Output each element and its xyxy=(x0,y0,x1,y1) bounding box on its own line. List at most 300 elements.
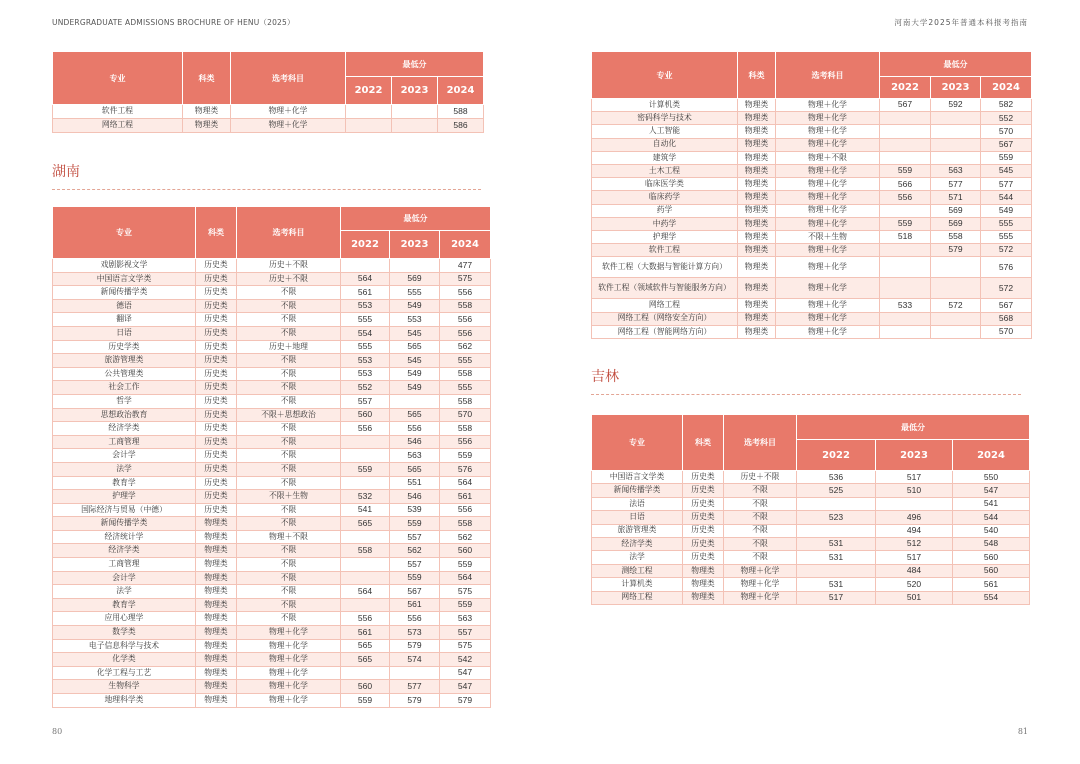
cell-score-2023 xyxy=(931,138,981,151)
table-row xyxy=(592,299,1032,312)
cell-score-2023: 512 xyxy=(876,537,953,550)
cell-score-2023: 572 xyxy=(931,299,981,312)
cell-subjects: 物理＋化学 xyxy=(237,666,341,680)
cell-category: 物理类 xyxy=(196,530,237,544)
cell-score-2023: 549 xyxy=(390,381,440,395)
table-row xyxy=(592,497,1030,510)
cell-score-2023: 545 xyxy=(390,326,440,340)
cell-score-2024: 560 xyxy=(953,551,1030,564)
cell-major: 化学类 xyxy=(53,653,196,667)
cell-major: 旅游管理类 xyxy=(592,524,683,537)
cell-subjects: 物理＋化学 xyxy=(776,257,880,278)
cell-major: 公共管理类 xyxy=(53,367,196,381)
table-row xyxy=(592,325,1032,338)
cell-score-2024: 559 xyxy=(440,449,491,463)
cell-major: 中药学 xyxy=(592,217,738,230)
page-header-right: 河南大学2025年普通本科报考指南 xyxy=(894,18,1028,27)
cell-subjects: 物理＋化学 xyxy=(237,680,341,694)
cell-subjects: 历史＋不限 xyxy=(237,259,341,273)
cell-major: 药学 xyxy=(592,204,738,217)
cell-category: 物理类 xyxy=(738,99,776,112)
cell-score-2022 xyxy=(346,105,392,119)
cell-score-2023: 559 xyxy=(390,517,440,531)
table-row xyxy=(592,511,1030,524)
table-row xyxy=(53,598,491,612)
cell-score-2023 xyxy=(931,151,981,164)
table-row xyxy=(53,612,491,626)
cell-score-2022: 553 xyxy=(341,299,390,313)
cell-subjects: 物理＋不限 xyxy=(237,530,341,544)
cell-subjects: 不限 xyxy=(237,299,341,313)
cell-major: 日语 xyxy=(53,326,196,340)
cell-category: 历史类 xyxy=(196,462,237,476)
table-row xyxy=(53,313,491,327)
cell-subjects: 物理＋化学 xyxy=(724,591,797,604)
cell-score-2024: 568 xyxy=(981,312,1032,325)
cell-subjects: 不限 xyxy=(724,497,797,510)
header-row xyxy=(53,52,484,77)
cell-category: 物理类 xyxy=(683,564,724,577)
cell-score-2024: 555 xyxy=(981,230,1032,243)
cell-major: 经济统计学 xyxy=(53,530,196,544)
cell-major: 经济学类 xyxy=(53,544,196,558)
cell-subjects: 物理＋化学 xyxy=(776,244,880,257)
cell-score-2022: 556 xyxy=(341,422,390,436)
cell-score-2022 xyxy=(797,564,876,577)
cell-score-2023 xyxy=(390,394,440,408)
cell-major: 旅游管理类 xyxy=(53,354,196,368)
cell-score-2023: 569 xyxy=(931,204,981,217)
cell-major: 法语 xyxy=(592,497,683,510)
header-year: 2022 xyxy=(346,77,392,105)
cell-category: 物理类 xyxy=(738,138,776,151)
cell-score-2024: 549 xyxy=(981,204,1032,217)
cell-category: 物理类 xyxy=(738,204,776,217)
cell-category: 历史类 xyxy=(196,394,237,408)
cell-score-2024: 558 xyxy=(440,517,491,531)
cell-subjects: 不限 xyxy=(237,449,341,463)
cell-category: 物理类 xyxy=(196,680,237,694)
cell-score-2022: 553 xyxy=(341,367,390,381)
cell-score-2023: 553 xyxy=(390,313,440,327)
cell-score-2022: 564 xyxy=(341,272,390,286)
cell-score-2024: 559 xyxy=(440,598,491,612)
cell-score-2022 xyxy=(346,119,392,133)
cell-score-2022: 565 xyxy=(341,639,390,653)
cell-subjects: 物理＋化学 xyxy=(776,312,880,325)
cell-score-2024: 576 xyxy=(440,462,491,476)
table-row xyxy=(53,666,491,680)
cell-score-2023: 517 xyxy=(876,551,953,564)
header-category: 科类 xyxy=(683,415,724,471)
cell-score-2024: 558 xyxy=(440,299,491,313)
header-year: 2022 xyxy=(341,231,390,259)
cell-score-2024: 541 xyxy=(953,497,1030,510)
table-row xyxy=(592,244,1032,257)
cell-category: 物理类 xyxy=(196,558,237,572)
cell-major: 测绘工程 xyxy=(592,564,683,577)
cell-score-2024: 564 xyxy=(440,571,491,585)
cell-major: 经济学类 xyxy=(592,537,683,550)
cell-major: 德语 xyxy=(53,299,196,313)
header-major: 专业 xyxy=(592,415,683,471)
cell-score-2024: 560 xyxy=(953,564,1030,577)
table-row xyxy=(53,585,491,599)
table-row xyxy=(53,476,491,490)
cell-score-2022: 559 xyxy=(341,462,390,476)
header-category: 科类 xyxy=(738,52,776,99)
cell-score-2024: 577 xyxy=(981,178,1032,191)
header-min-score: 最低分 xyxy=(797,415,1030,440)
cell-score-2022: 559 xyxy=(341,694,390,708)
cell-subjects: 不限 xyxy=(237,612,341,626)
cell-category: 物理类 xyxy=(738,217,776,230)
cell-major: 工商管理 xyxy=(53,435,196,449)
header-year: 2024 xyxy=(440,231,491,259)
cell-category: 历史类 xyxy=(683,484,724,497)
cell-major: 临床医学类 xyxy=(592,178,738,191)
cell-category: 物理类 xyxy=(196,517,237,531)
header-category: 科类 xyxy=(196,207,237,259)
table-row xyxy=(53,544,491,558)
header-min-score: 最低分 xyxy=(341,207,491,231)
cell-score-2024: 564 xyxy=(440,476,491,490)
cell-score-2023: 496 xyxy=(876,511,953,524)
cell-subjects: 物理＋化学 xyxy=(776,138,880,151)
header-year: 2024 xyxy=(953,440,1030,471)
table-row xyxy=(592,217,1032,230)
cell-score-2022: 541 xyxy=(341,503,390,517)
cell-major: 建筑学 xyxy=(592,151,738,164)
cell-major: 工商管理 xyxy=(53,558,196,572)
table-row xyxy=(53,394,491,408)
cell-score-2022: 558 xyxy=(341,544,390,558)
cell-major: 人工智能 xyxy=(592,125,738,138)
cell-subjects: 物理＋化学 xyxy=(776,325,880,338)
cell-score-2023: 563 xyxy=(390,449,440,463)
table-row xyxy=(592,484,1030,497)
table-row xyxy=(53,449,491,463)
cell-subjects: 不限 xyxy=(237,517,341,531)
cell-major: 网络工程 xyxy=(592,591,683,604)
cell-category: 物理类 xyxy=(738,178,776,191)
cell-category: 物理类 xyxy=(738,230,776,243)
cell-category: 物理类 xyxy=(738,151,776,164)
cell-score-2023 xyxy=(931,312,981,325)
cell-score-2024: 582 xyxy=(981,99,1032,112)
cell-score-2022 xyxy=(880,257,931,278)
cell-score-2023: 558 xyxy=(931,230,981,243)
cell-score-2023: 484 xyxy=(876,564,953,577)
cell-score-2022: 554 xyxy=(341,326,390,340)
cell-score-2023: 501 xyxy=(876,591,953,604)
cell-score-2023: 494 xyxy=(876,524,953,537)
cell-score-2022: 555 xyxy=(341,313,390,327)
cell-score-2024: 557 xyxy=(440,626,491,640)
table-row xyxy=(592,230,1032,243)
cell-score-2023: 579 xyxy=(931,244,981,257)
table-row xyxy=(592,537,1030,550)
table-row xyxy=(592,125,1032,138)
cell-score-2022: 553 xyxy=(341,354,390,368)
cell-subjects: 物理＋化学 xyxy=(776,191,880,204)
cell-category: 历史类 xyxy=(196,313,237,327)
table-row xyxy=(53,680,491,694)
cell-subjects: 物理＋化学 xyxy=(776,164,880,177)
cell-score-2023: 556 xyxy=(390,612,440,626)
cell-score-2023: 577 xyxy=(390,680,440,694)
header-min-score: 最低分 xyxy=(346,52,484,77)
cell-score-2024: 558 xyxy=(440,394,491,408)
cell-score-2024: 575 xyxy=(440,585,491,599)
cell-subjects: 历史＋地理 xyxy=(237,340,341,354)
cell-category: 物理类 xyxy=(738,312,776,325)
cell-score-2024: 547 xyxy=(953,484,1030,497)
header-category: 科类 xyxy=(183,52,231,105)
table-row xyxy=(592,564,1030,577)
cell-major: 网络工程 xyxy=(53,119,183,133)
cell-score-2023: 565 xyxy=(390,462,440,476)
section-divider-hunan xyxy=(52,189,481,190)
cell-score-2024: 555 xyxy=(440,381,491,395)
table-row xyxy=(592,178,1032,191)
cell-major: 戏剧影视文学 xyxy=(53,259,196,273)
cell-subjects: 不限 xyxy=(237,544,341,558)
table-row xyxy=(53,105,484,119)
cell-score-2022 xyxy=(341,435,390,449)
cell-score-2023: 545 xyxy=(390,354,440,368)
cell-score-2024: 540 xyxy=(953,524,1030,537)
cell-score-2022: 536 xyxy=(797,471,876,484)
cell-subjects: 不限 xyxy=(237,313,341,327)
cell-major: 自动化 xyxy=(592,138,738,151)
table-row xyxy=(592,578,1030,591)
cell-score-2024: 570 xyxy=(981,325,1032,338)
cell-category: 物理类 xyxy=(738,257,776,278)
cell-subjects: 物理＋化学 xyxy=(776,125,880,138)
score-table-continued-left xyxy=(52,51,484,133)
cell-category: 物理类 xyxy=(183,119,231,133)
cell-score-2022: 561 xyxy=(341,626,390,640)
cell-subjects: 物理＋化学 xyxy=(231,119,346,133)
table-row xyxy=(53,653,491,667)
cell-category: 历史类 xyxy=(196,503,237,517)
cell-score-2023 xyxy=(392,105,438,119)
score-table-jilin xyxy=(591,414,1030,605)
cell-category: 物理类 xyxy=(196,639,237,653)
cell-score-2024: 542 xyxy=(440,653,491,667)
cell-category: 物理类 xyxy=(196,585,237,599)
cell-score-2024: 559 xyxy=(440,558,491,572)
cell-score-2023: 567 xyxy=(390,585,440,599)
cell-score-2022: 560 xyxy=(341,680,390,694)
cell-category: 历史类 xyxy=(196,326,237,340)
cell-category: 历史类 xyxy=(196,286,237,300)
cell-score-2024: 545 xyxy=(981,164,1032,177)
cell-score-2022 xyxy=(341,530,390,544)
cell-category: 历史类 xyxy=(683,537,724,550)
cell-score-2023 xyxy=(931,257,981,278)
cell-major: 应用心理学 xyxy=(53,612,196,626)
cell-subjects: 不限 xyxy=(237,585,341,599)
cell-major: 中国语言文学类 xyxy=(592,471,683,484)
cell-major: 中国语言文学类 xyxy=(53,272,196,286)
table-row xyxy=(592,191,1032,204)
cell-major: 社会工作 xyxy=(53,381,196,395)
cell-score-2022 xyxy=(880,125,931,138)
cell-score-2023: 565 xyxy=(390,340,440,354)
cell-score-2022: 552 xyxy=(341,381,390,395)
cell-score-2022 xyxy=(341,558,390,572)
cell-score-2024: 559 xyxy=(981,151,1032,164)
cell-major: 密码科学与技术 xyxy=(592,112,738,125)
cell-score-2023: 539 xyxy=(390,503,440,517)
header-min-score: 最低分 xyxy=(880,52,1032,77)
cell-score-2024: 556 xyxy=(440,326,491,340)
cell-score-2022: 560 xyxy=(341,408,390,422)
cell-subjects: 不限 xyxy=(724,524,797,537)
cell-score-2023: 546 xyxy=(390,435,440,449)
cell-major: 护理学 xyxy=(53,490,196,504)
cell-score-2022 xyxy=(797,524,876,537)
cell-major: 软件工程 xyxy=(53,105,183,119)
header-subjects: 选考科目 xyxy=(237,207,341,259)
cell-score-2024: 547 xyxy=(440,666,491,680)
table-row xyxy=(53,422,491,436)
cell-score-2022: 565 xyxy=(341,517,390,531)
header-major: 专业 xyxy=(53,207,196,259)
table-row xyxy=(53,367,491,381)
header-major: 专业 xyxy=(53,52,183,105)
table-row xyxy=(592,551,1030,564)
table-row xyxy=(53,490,491,504)
cell-category: 物理类 xyxy=(738,299,776,312)
header-subjects: 选考科目 xyxy=(231,52,346,105)
cell-category: 历史类 xyxy=(196,490,237,504)
cell-subjects: 物理＋化学 xyxy=(724,564,797,577)
cell-score-2022: 533 xyxy=(880,299,931,312)
table-row xyxy=(53,340,491,354)
cell-score-2024: 567 xyxy=(981,299,1032,312)
cell-category: 物理类 xyxy=(683,578,724,591)
cell-major: 网络工程（智能网络方向） xyxy=(592,325,738,338)
cell-score-2022 xyxy=(880,204,931,217)
table-row xyxy=(53,639,491,653)
cell-category: 物理类 xyxy=(738,112,776,125)
cell-score-2022 xyxy=(797,497,876,510)
table-row xyxy=(53,119,484,133)
cell-score-2023 xyxy=(390,666,440,680)
cell-subjects: 不限 xyxy=(724,537,797,550)
cell-score-2022: 531 xyxy=(797,551,876,564)
header-year: 2022 xyxy=(880,77,931,99)
cell-score-2022: 564 xyxy=(341,585,390,599)
cell-score-2022 xyxy=(880,138,931,151)
cell-score-2024: 562 xyxy=(440,530,491,544)
cell-score-2022: 531 xyxy=(797,537,876,550)
table-row xyxy=(53,381,491,395)
cell-subjects: 不限 xyxy=(724,551,797,564)
table-row xyxy=(53,326,491,340)
table-row xyxy=(53,503,491,517)
table-row xyxy=(592,591,1030,604)
table-row xyxy=(53,462,491,476)
cell-score-2023: 555 xyxy=(390,286,440,300)
cell-subjects: 不限 xyxy=(237,367,341,381)
cell-major: 土木工程 xyxy=(592,164,738,177)
cell-score-2022: 518 xyxy=(880,230,931,243)
cell-score-2022: 559 xyxy=(880,217,931,230)
cell-score-2024: 556 xyxy=(440,313,491,327)
cell-category: 历史类 xyxy=(683,551,724,564)
cell-subjects: 不限＋生物 xyxy=(237,490,341,504)
cell-score-2022: 567 xyxy=(880,99,931,112)
header-year: 2023 xyxy=(931,77,981,99)
header-major: 专业 xyxy=(592,52,738,99)
cell-score-2023 xyxy=(390,259,440,273)
cell-subjects: 不限 xyxy=(237,435,341,449)
cell-subjects: 物理＋化学 xyxy=(776,178,880,191)
cell-major: 生物科学 xyxy=(53,680,196,694)
cell-score-2023: 569 xyxy=(390,272,440,286)
cell-score-2024: 556 xyxy=(440,503,491,517)
header-subjects: 选考科目 xyxy=(776,52,880,99)
cell-subjects: 物理＋化学 xyxy=(237,653,341,667)
cell-subjects: 不限 xyxy=(237,571,341,585)
cell-major: 法学 xyxy=(592,551,683,564)
cell-category: 历史类 xyxy=(196,422,237,436)
cell-score-2022 xyxy=(880,312,931,325)
cell-category: 物理类 xyxy=(738,244,776,257)
cell-score-2023: 556 xyxy=(390,422,440,436)
cell-score-2023: 517 xyxy=(876,471,953,484)
header-year: 2024 xyxy=(981,77,1032,99)
cell-category: 物理类 xyxy=(196,612,237,626)
cell-score-2023: 577 xyxy=(931,178,981,191)
cell-score-2024: 575 xyxy=(440,272,491,286)
section-title-jilin: 吉林 xyxy=(591,369,619,385)
cell-category: 历史类 xyxy=(196,272,237,286)
cell-score-2023: 563 xyxy=(931,164,981,177)
cell-score-2024: 548 xyxy=(953,537,1030,550)
header-row xyxy=(592,415,1030,440)
cell-score-2022 xyxy=(341,571,390,585)
cell-score-2024: 575 xyxy=(440,639,491,653)
cell-category: 历史类 xyxy=(683,471,724,484)
cell-major: 哲学 xyxy=(53,394,196,408)
cell-score-2024: 560 xyxy=(440,544,491,558)
cell-category: 物理类 xyxy=(196,653,237,667)
cell-score-2022 xyxy=(880,112,931,125)
cell-major: 法学 xyxy=(53,462,196,476)
cell-category: 物理类 xyxy=(196,598,237,612)
cell-category: 历史类 xyxy=(196,340,237,354)
section-divider-jilin xyxy=(591,394,1021,395)
cell-score-2023: 579 xyxy=(390,639,440,653)
cell-score-2024: 558 xyxy=(440,422,491,436)
cell-score-2022: 556 xyxy=(880,191,931,204)
table-row xyxy=(53,259,491,273)
cell-subjects: 不限 xyxy=(237,598,341,612)
cell-score-2023: 565 xyxy=(390,408,440,422)
cell-score-2024: 555 xyxy=(440,354,491,368)
cell-score-2022: 531 xyxy=(797,578,876,591)
cell-score-2022 xyxy=(341,666,390,680)
cell-score-2024: 586 xyxy=(438,119,484,133)
cell-score-2022: 555 xyxy=(341,340,390,354)
header-year: 2023 xyxy=(390,231,440,259)
section-title-hunan: 湖南 xyxy=(52,164,80,180)
